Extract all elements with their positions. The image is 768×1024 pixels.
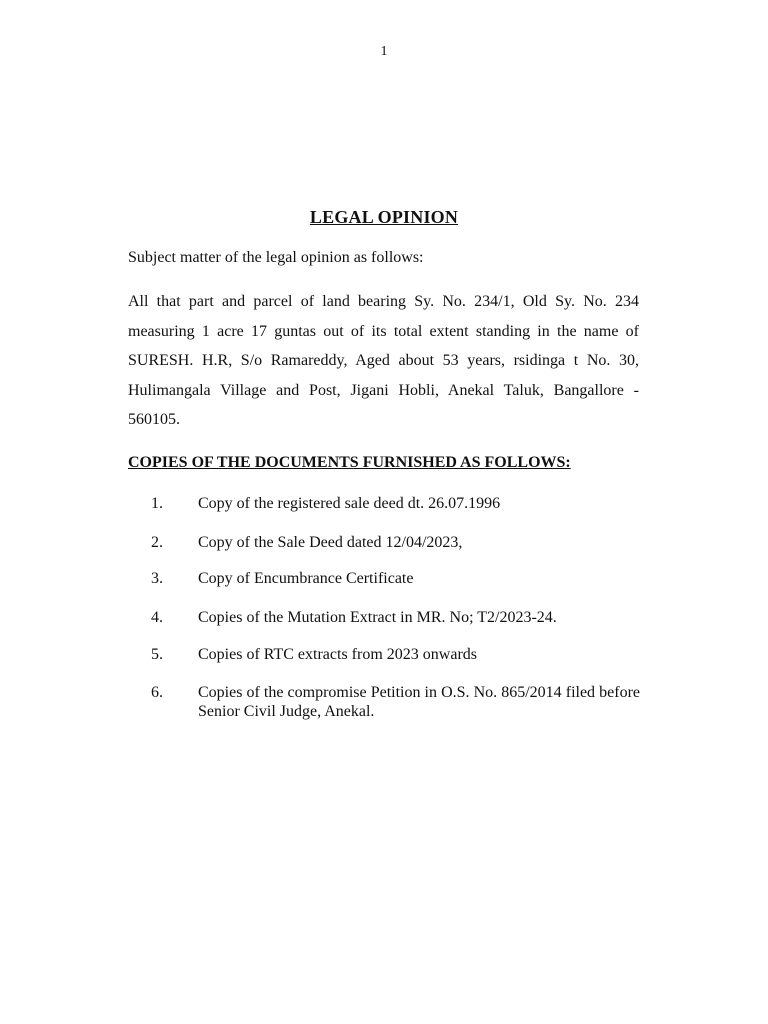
list-item-text: Copy of the Sale Deed dated 12/04/2023, (198, 534, 463, 551)
list-item-number: 6. (151, 684, 163, 701)
list-item-number: 1. (151, 495, 163, 512)
list-item-text: Copies of the Mutation Extract in MR. No; T2/2023-24. (198, 609, 557, 626)
list-item-text: Copy of the registered sale deed dt. 26.07.1996 (198, 495, 501, 512)
list-item-text: Copy of Encumbrance Certificate (198, 570, 414, 587)
subject-line: Subject matter of the legal opinion as follows: (128, 249, 424, 266)
list-item-number: 2. (151, 534, 163, 551)
documents-heading: COPIES OF THE DOCUMENTS FURNISHED AS FOLLOWS: (128, 454, 571, 471)
list-item-text: Copies of RTC extracts from 2023 onwards (198, 646, 477, 663)
list-item-number: 3. (151, 570, 163, 587)
list-item-text: Copies of the compromise Petition in O.S. No. 865/2014 filed before Senior Civil Judge, Anekal. (198, 684, 640, 720)
document-title: LEGAL OPINION (309, 207, 459, 227)
list-item-number: 4. (151, 609, 163, 626)
page-number: 1 (380, 44, 388, 59)
list-item-number: 5. (151, 646, 163, 663)
property-description: All that part and parcel of land bearing Sy. No. 234/1, Old Sy. No. 234 measuring 1 acre 17 guntas out of its total extent standing in the name of SURESH. H.R, S/o Ramareddy, Aged about 53 years, rsidinga t No. 30, Hulimangala Village and Post, Jigani Hobli, Anekal Taluk, Bangallore - 560105. (128, 293, 639, 428)
